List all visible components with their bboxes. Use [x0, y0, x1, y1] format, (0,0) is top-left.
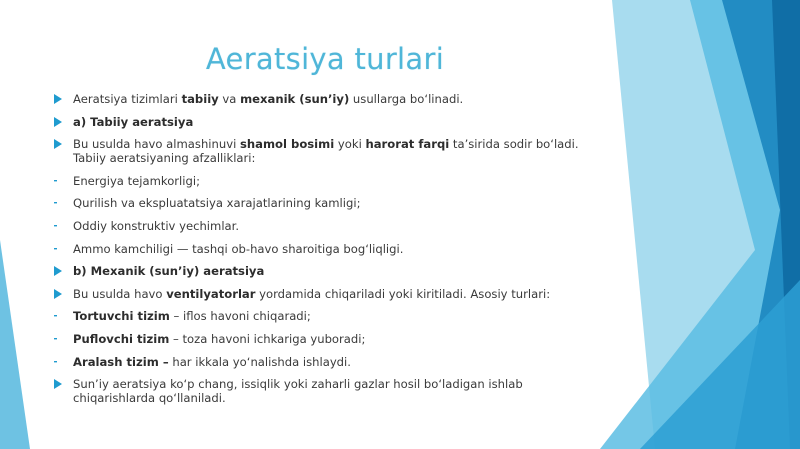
- bullet-item: [52, 264, 592, 278]
- bold-text: Tortuvchi tizim: [73, 309, 170, 324]
- bullet-item: [52, 92, 592, 106]
- bullet-text: [73, 115, 193, 129]
- deco-left-strip: [0, 240, 30, 449]
- text-run: – toza havoni ichkariga yuboradi;: [169, 331, 366, 346]
- text-run: Bu usulda havo: [73, 286, 167, 301]
- dash-bullet-icon: [52, 225, 64, 227]
- bullet-item: [52, 174, 592, 188]
- arrow-bullet-icon: [52, 265, 64, 277]
- bullet-item: [52, 115, 592, 129]
- bullet-text: [73, 309, 311, 323]
- bullet-item: [52, 332, 592, 346]
- bullet-text: [73, 355, 351, 369]
- dash-bullet-icon: [52, 180, 64, 182]
- bullet-list: [52, 92, 592, 414]
- arrow-bullet-icon: [52, 138, 64, 150]
- bullet-item: [52, 287, 592, 301]
- text-run: har ikkala yo‘nalishda ishlaydi.: [168, 354, 351, 369]
- arrow-bullet-icon: [52, 288, 64, 300]
- text-run: yoki: [334, 137, 366, 152]
- bullet-text: [73, 92, 463, 106]
- bold-text: Aralash tizim –: [73, 354, 169, 369]
- bold-text: a) Tabiiy aeratsiya: [73, 114, 194, 129]
- bullet-text: [73, 137, 579, 165]
- bullet-text: [73, 242, 403, 256]
- bullet-item: [52, 137, 592, 165]
- text-run: Bu usulda havo almashinuvi: [73, 137, 240, 152]
- dash-bullet-icon: [52, 248, 64, 250]
- bullet-text: [73, 219, 239, 233]
- bullet-text: [73, 287, 550, 301]
- bold-text: tabiiy: [181, 92, 219, 106]
- bold-text: Puflovchi tizim: [73, 331, 170, 346]
- bullet-item: [52, 377, 592, 405]
- bullet-text: [73, 174, 200, 188]
- dash-bullet-icon: [52, 361, 64, 363]
- bullet-text: [73, 377, 523, 405]
- bold-text: mexanik (sun’iy): [240, 92, 350, 106]
- text-run: Energiya tejamkorligi;: [73, 173, 200, 188]
- text-run: ta’sirida sodir bo‘ladi. Tabiiy aeratsiyaning afzalliklari:: [73, 137, 579, 166]
- bullet-text: [73, 264, 264, 278]
- bullet-item: [52, 219, 592, 233]
- bullet-item: [52, 196, 592, 210]
- text-run: Aeratsiya tizimlari: [73, 92, 182, 106]
- text-run: yordamida chiqariladi yoki kiritiladi. Asosiy turlari:: [255, 286, 551, 301]
- text-run: – iflos havoni chiqaradi;: [169, 309, 311, 324]
- text-run: va: [218, 92, 241, 106]
- text-run: Sun’iy aeratsiya ko‘p chang, issiqlik yoki zaharli gazlar hosil bo‘ladigan ishlab chiqarishlarda qo‘llaniladi.: [73, 377, 523, 406]
- bullet-text: [73, 196, 360, 210]
- bullet-item: [52, 309, 592, 323]
- slide-title: Aeratsiya turlari: [205, 42, 445, 76]
- arrow-bullet-icon: [52, 93, 64, 105]
- bold-text: shamol bosimi: [239, 137, 335, 152]
- bold-text: harorat farqi: [365, 137, 450, 152]
- bullet-text: [73, 332, 365, 346]
- text-run: Qurilish va ekspluatatsiya xarajatlarining kamligi;: [73, 196, 361, 211]
- text-run: Oddiy konstruktiv yechimlar.: [73, 218, 240, 233]
- text-run: Ammo kamchiligi — tashqi ob-havo sharoitiga bog‘liqligi.: [73, 241, 404, 256]
- text-run: usullarga bo‘linadi.: [349, 92, 464, 106]
- bold-text: b) Mexanik (sun’iy) aeratsiya: [73, 264, 265, 279]
- bullet-item: [52, 355, 592, 369]
- bullet-item: [52, 242, 592, 256]
- bold-text: ventilyatorlar: [166, 286, 256, 301]
- arrow-bullet-icon: [52, 378, 64, 390]
- dash-bullet-icon: [52, 315, 64, 317]
- arrow-bullet-icon: [52, 116, 64, 128]
- dash-bullet-icon: [52, 202, 64, 204]
- dash-bullet-icon: [52, 338, 64, 340]
